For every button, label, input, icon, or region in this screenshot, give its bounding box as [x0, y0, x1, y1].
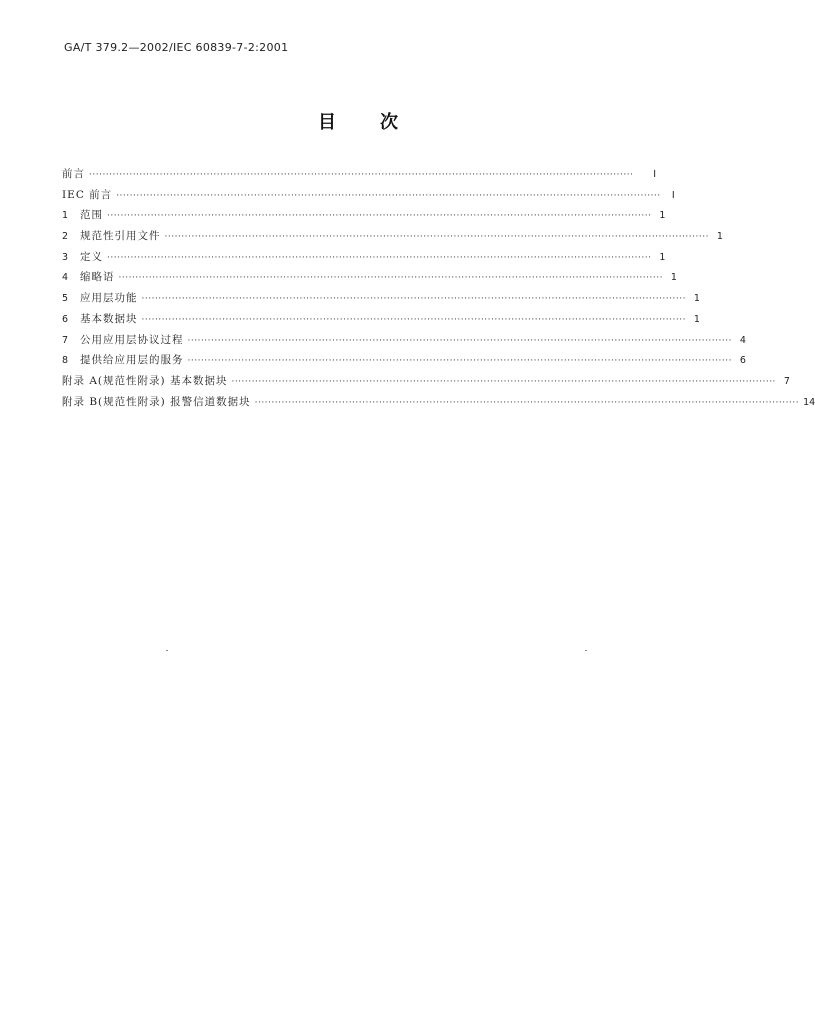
- toc-page-number: Ⅰ: [671, 189, 675, 201]
- toc-entry-number: 1: [62, 210, 69, 222]
- toc-entry-number: 4: [62, 272, 69, 284]
- toc-page-number: 4: [739, 334, 746, 346]
- toc-page-number: 1: [693, 313, 700, 325]
- toc-entry-title: IEC 前言: [62, 188, 113, 201]
- toc-entry-title: 公用应用层协议过程: [80, 333, 184, 346]
- toc-entry-title: 范围: [80, 209, 103, 222]
- toc-entry-number: 5: [62, 293, 69, 305]
- toc-entry[interactable]: [62, 394, 815, 415]
- toc-entry-title: 基本数据块: [80, 312, 138, 325]
- toc-entry-number: 8: [62, 355, 69, 367]
- title-char-1: 目: [318, 112, 336, 133]
- toc-leader: ··································································································································································: [107, 252, 652, 263]
- toc-leader: ··································································································································································: [141, 294, 686, 305]
- toc-entry-number: 6: [62, 313, 69, 325]
- toc-page-number: 14: [803, 396, 815, 408]
- toc-entry-number: 3: [62, 251, 69, 263]
- toc-leader: ··································································································································································: [89, 170, 634, 180]
- toc-entry-title: 附录 A(规范性附录) 基本数据块: [62, 374, 228, 387]
- toc-leader: ··································································································································································: [187, 356, 732, 367]
- toc-entry-title: 缩略语: [80, 271, 115, 284]
- toc-page-number: I: [653, 169, 656, 180]
- toc-entry[interactable]: [62, 373, 790, 394]
- toc-page-number: 1: [716, 231, 723, 243]
- toc-leader: ··································································································································································: [116, 190, 661, 201]
- toc-leader: ··································································································································································: [187, 335, 732, 346]
- document-header: GA/T 379.2—2002/IEC 60839-7-2:2001: [64, 41, 289, 54]
- toc-entry[interactable]: [62, 352, 746, 373]
- toc-entry[interactable]: [62, 187, 675, 208]
- toc-page-number: 1: [659, 210, 666, 222]
- toc-leader: ··································································································································································: [118, 273, 663, 284]
- table-of-contents: [62, 166, 815, 414]
- toc-page-number: 6: [739, 355, 746, 367]
- toc-leader: ··································································································································································: [231, 376, 776, 387]
- toc-page-number: 1: [693, 293, 700, 305]
- toc-entry[interactable]: [62, 311, 700, 332]
- toc-page-number: 7: [783, 375, 790, 387]
- toc-entry[interactable]: [62, 166, 656, 187]
- scan-speck: [585, 650, 587, 651]
- scan-speck: [166, 650, 168, 651]
- toc-entry[interactable]: [62, 249, 666, 270]
- toc-entry[interactable]: [62, 269, 677, 290]
- toc-entry-title: 应用层功能: [80, 292, 138, 305]
- toc-entry[interactable]: [62, 228, 723, 249]
- page-title: [0, 108, 716, 134]
- toc-entry-title: 定义: [80, 250, 103, 263]
- toc-leader: ··································································································································································: [107, 211, 652, 222]
- title-char-2: 次: [380, 112, 398, 133]
- toc-entry-number: 7: [62, 334, 69, 346]
- toc-entry[interactable]: [62, 207, 666, 228]
- toc-entry-title: 提供给应用层的服务: [80, 354, 184, 367]
- toc-entry-title: 前言: [62, 168, 85, 180]
- toc-entry-number: 2: [62, 231, 69, 243]
- toc-entry-title: 规范性引用文件: [80, 230, 161, 243]
- toc-entry[interactable]: [62, 332, 746, 353]
- toc-page-number: 1: [670, 272, 677, 284]
- toc-leader: ··································································································································································: [141, 314, 686, 325]
- toc-entry-title: 附录 B(规范性附录) 报警信道数据块: [62, 395, 251, 408]
- toc-leader: ··································································································································································: [254, 397, 800, 408]
- toc-leader: ··································································································································································: [164, 232, 709, 243]
- toc-page-number: 1: [659, 251, 666, 263]
- toc-entry[interactable]: [62, 290, 700, 311]
